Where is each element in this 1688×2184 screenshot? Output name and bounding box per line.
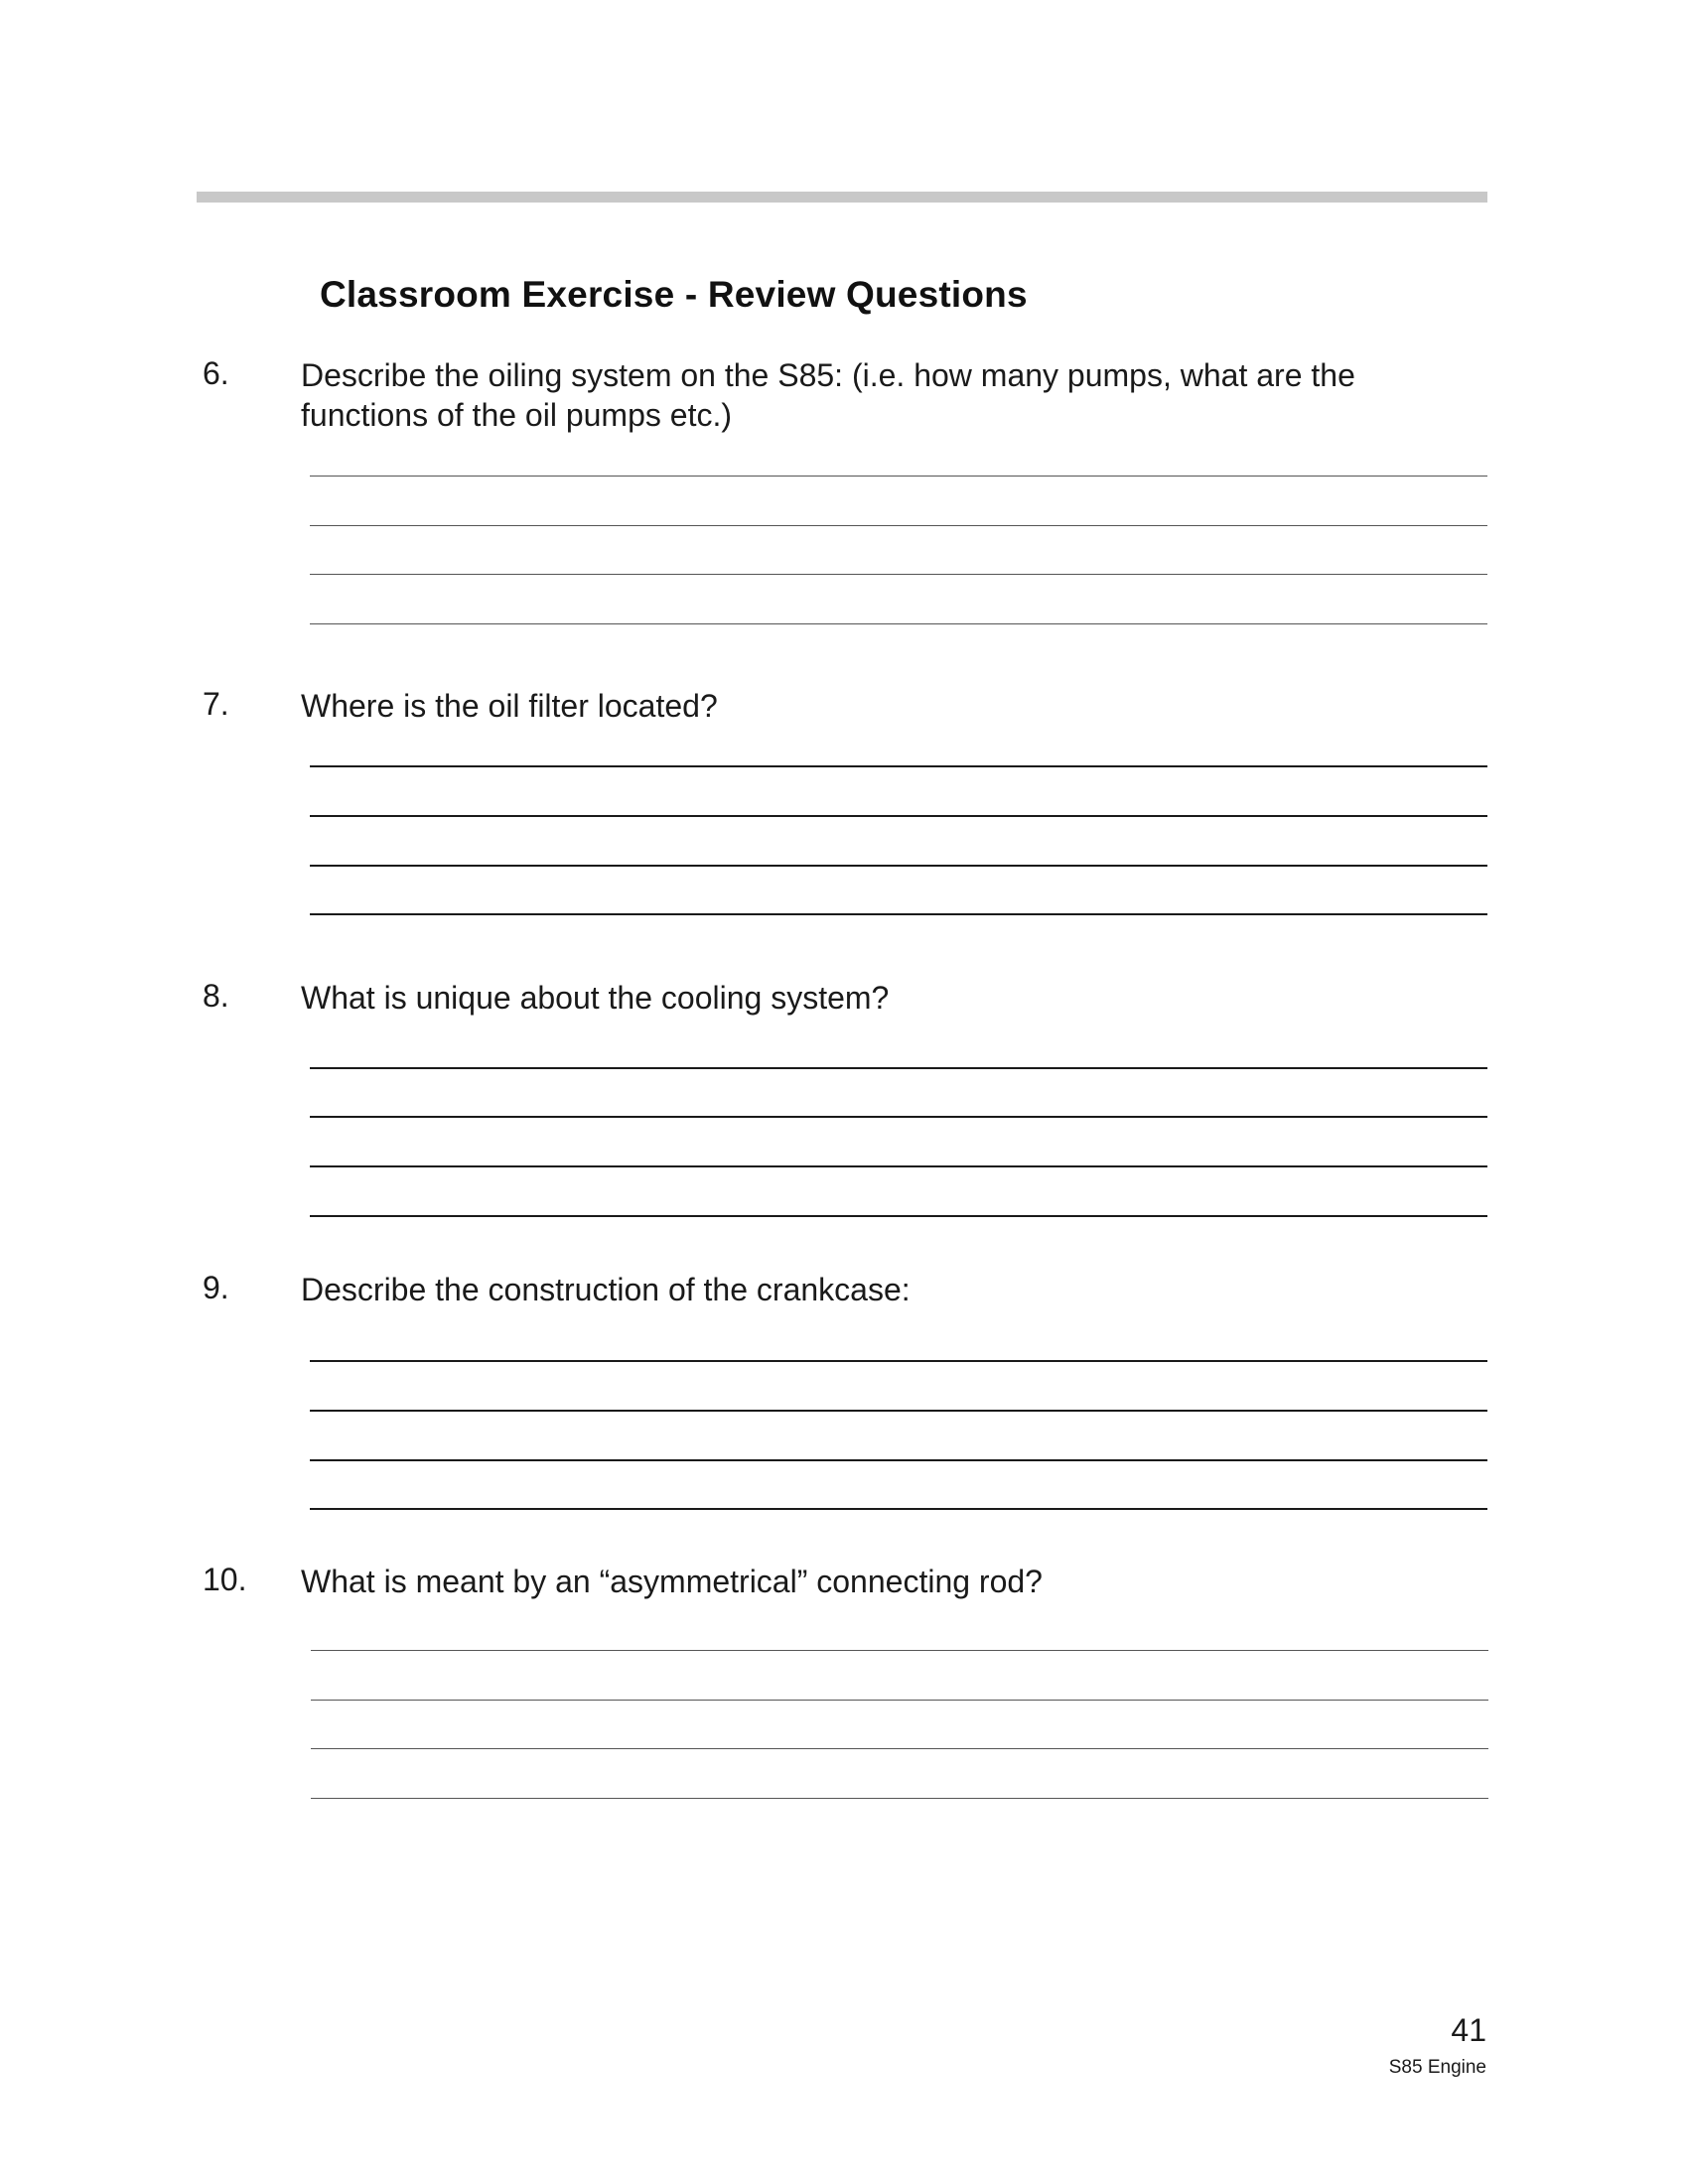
answer-line[interactable] — [310, 1165, 1487, 1167]
question-number: 8. — [203, 978, 229, 1014]
answer-line[interactable] — [310, 1459, 1487, 1461]
header-divider — [197, 192, 1487, 203]
answer-line[interactable] — [310, 1360, 1487, 1362]
answer-line[interactable] — [310, 765, 1487, 767]
footer-label: S85 Engine — [1388, 2057, 1486, 2078]
answer-line[interactable] — [310, 623, 1487, 624]
question-text: Describe the oiling system on the S85: (i.e. how many pumps, what are the functions of the oil pumps etc.) — [301, 357, 1355, 433]
answer-line[interactable] — [310, 913, 1487, 915]
answer-line[interactable] — [310, 1508, 1487, 1510]
page-number: 41 — [1451, 2012, 1486, 2048]
answer-line[interactable] — [311, 1700, 1488, 1701]
answer-line[interactable] — [311, 1650, 1488, 1651]
question-number: 10. — [203, 1562, 247, 1597]
question-number: 7. — [203, 686, 229, 722]
answer-line[interactable] — [310, 525, 1487, 526]
question-number: 9. — [203, 1270, 229, 1305]
answer-line[interactable] — [310, 1410, 1487, 1412]
question-text: What is meant by an “asymmetrical” connecting rod? — [301, 1564, 1043, 1599]
answer-line[interactable] — [310, 476, 1487, 477]
page-title: Classroom Exercise - Review Questions — [320, 274, 1028, 315]
answer-line[interactable] — [310, 1215, 1487, 1217]
answer-line[interactable] — [310, 1116, 1487, 1118]
question-text: Where is the oil filter located? — [301, 688, 718, 724]
question-text: What is unique about the cooling system? — [301, 980, 890, 1016]
answer-line[interactable] — [310, 865, 1487, 867]
answer-line[interactable] — [310, 574, 1487, 575]
answer-line[interactable] — [310, 815, 1487, 817]
answer-line[interactable] — [311, 1748, 1488, 1749]
question-text: Describe the construction of the crankcase: — [301, 1272, 911, 1307]
answer-line[interactable] — [311, 1798, 1488, 1799]
question-number: 6. — [203, 355, 229, 391]
answer-line[interactable] — [310, 1067, 1487, 1069]
